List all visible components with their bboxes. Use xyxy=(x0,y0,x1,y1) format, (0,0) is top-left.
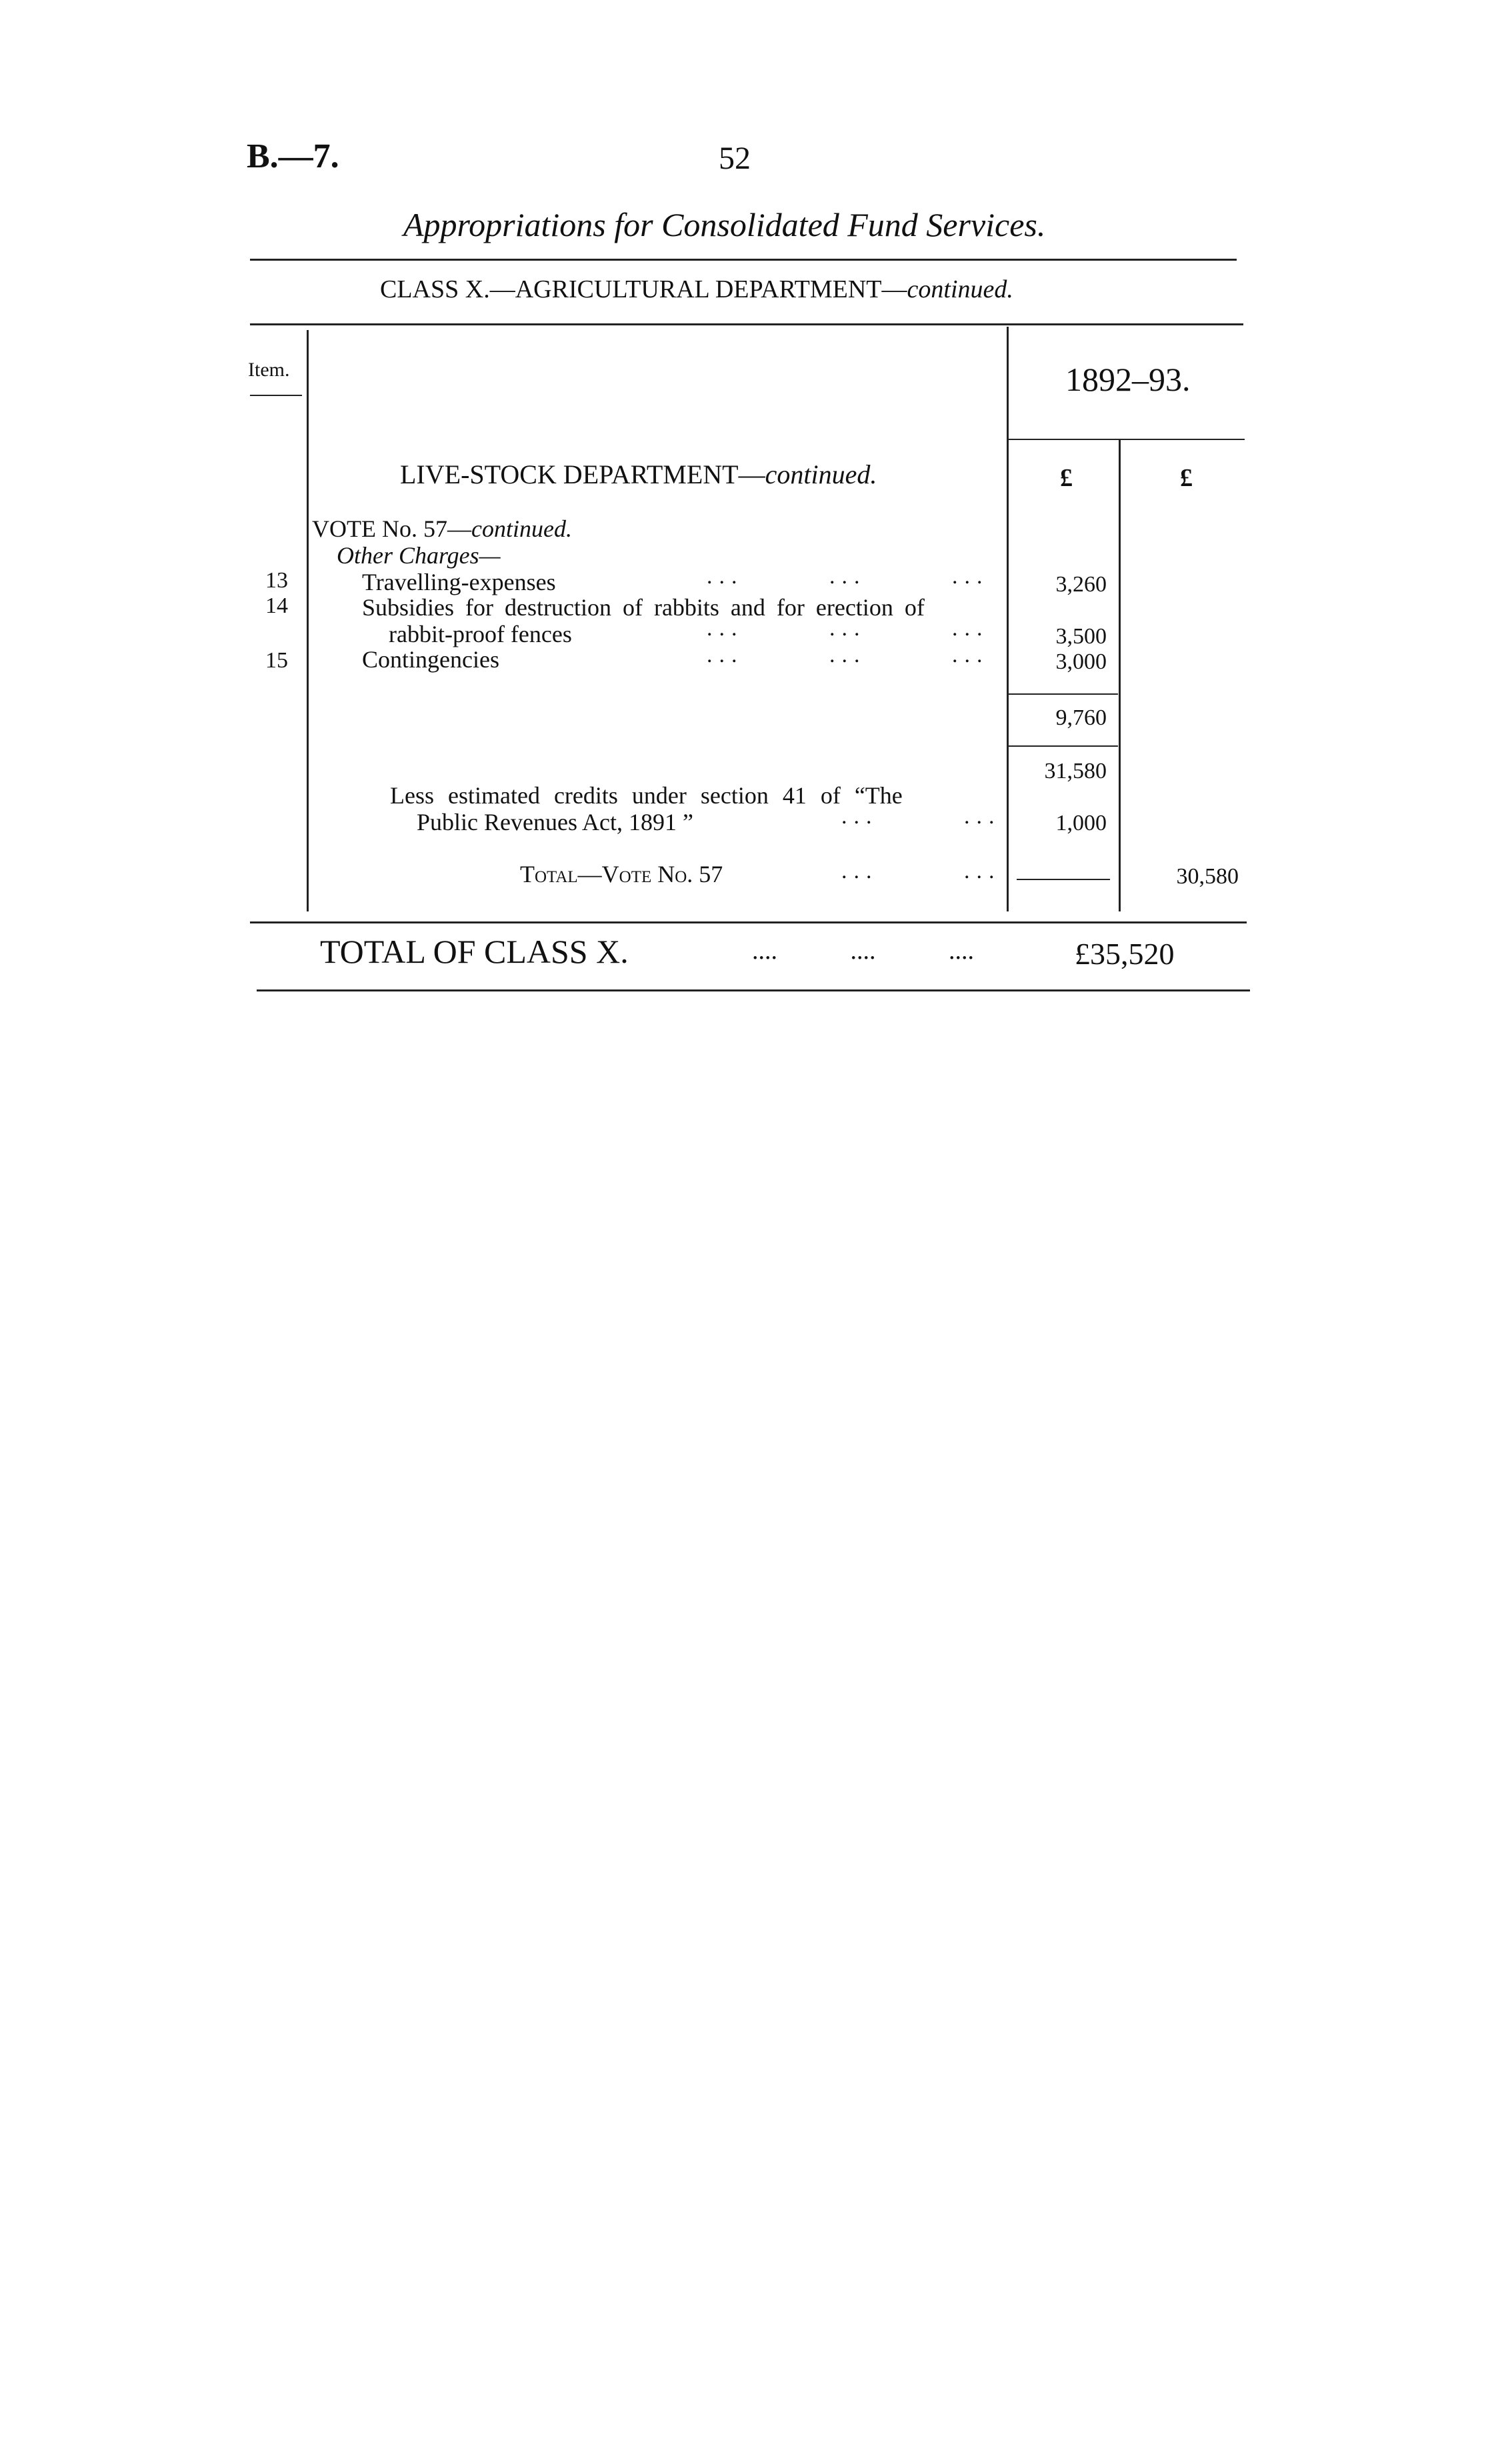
table-bottom-rule xyxy=(250,921,1247,923)
row-amount: 3,260 xyxy=(1055,572,1107,597)
vote-total-amount: 30,580 xyxy=(1176,864,1239,889)
vote-heading-suffix: continued. xyxy=(471,515,572,542)
total-column-rule xyxy=(1119,440,1121,911)
class-heading-main: CLASS X.—AGRICULTURAL DEPARTMENT— xyxy=(380,275,907,303)
page-bottom-rule xyxy=(257,989,1250,991)
item-column-header: Item. xyxy=(248,359,290,381)
credits-description-continued: Public Revenues Act, 1891 ” xyxy=(417,809,693,835)
leader-dots: ... ... ... xyxy=(707,643,989,667)
year-column-header: 1892–93. xyxy=(1065,361,1191,398)
subtotal-rule xyxy=(1008,693,1118,695)
row-description: Contingencies xyxy=(362,646,499,673)
item-column-rule xyxy=(307,330,309,911)
row-description: Travelling-expenses xyxy=(362,569,556,595)
currency-symbol-col2: £ xyxy=(1180,464,1193,492)
year-header-rule xyxy=(1008,439,1245,440)
gross-total-amount: 31,580 xyxy=(1044,759,1107,783)
subtotal-amount: 9,760 xyxy=(1055,705,1107,730)
doc-reference: B.—7. xyxy=(247,137,339,175)
subtotal-bottom-rule xyxy=(1008,745,1118,747)
leader-dots: ... ... xyxy=(841,804,1001,829)
vote-heading-main: VOTE No. 57— xyxy=(312,515,471,542)
vote-total-dash xyxy=(1017,879,1110,880)
page-title: Appropriations for Consolidated Fund Services. xyxy=(403,206,1046,243)
title-rule xyxy=(250,259,1237,261)
section-heading xyxy=(400,459,877,490)
leader-dots: ... ... ... xyxy=(707,616,989,641)
row-amount: 3,500 xyxy=(1055,624,1107,649)
credits-amount: 1,000 xyxy=(1055,811,1107,835)
section-heading-suffix: continued. xyxy=(765,459,877,489)
row-description: Subsidies for destruction of rabbits and for erection of xyxy=(362,594,925,621)
item-number-14: 14 xyxy=(265,593,288,618)
other-charges-heading: Other Charges— xyxy=(337,542,501,569)
row-description-continued: rabbit-proof fences xyxy=(389,621,572,647)
vote-heading xyxy=(312,515,572,543)
item-number-13: 13 xyxy=(265,568,288,593)
row-amount: 3,000 xyxy=(1055,649,1107,674)
class-heading-suffix: continued. xyxy=(907,275,1013,303)
class-total-dots: .... .... .... xyxy=(752,937,974,965)
class-total-label: TOTAL OF CLASS X. xyxy=(320,933,629,970)
item-number-15: 15 xyxy=(265,648,288,673)
currency-symbol-col1: £ xyxy=(1060,464,1073,492)
page-number: 52 xyxy=(719,141,751,176)
class-heading xyxy=(380,275,1013,304)
leader-dots: ... ... ... xyxy=(707,564,989,589)
vote-total-label: Total—Vote No. 57 xyxy=(520,861,723,887)
item-header-underline xyxy=(250,395,302,396)
leader-dots: ... ... xyxy=(841,859,1001,883)
section-heading-main: LIVE-STOCK DEPARTMENT— xyxy=(400,459,765,489)
class-total-amount: £35,520 xyxy=(1075,937,1175,971)
amount-column-rule xyxy=(1007,327,1009,911)
credits-description: Less estimated credits under section 41 of “The xyxy=(390,782,903,809)
table-top-rule xyxy=(250,323,1243,325)
